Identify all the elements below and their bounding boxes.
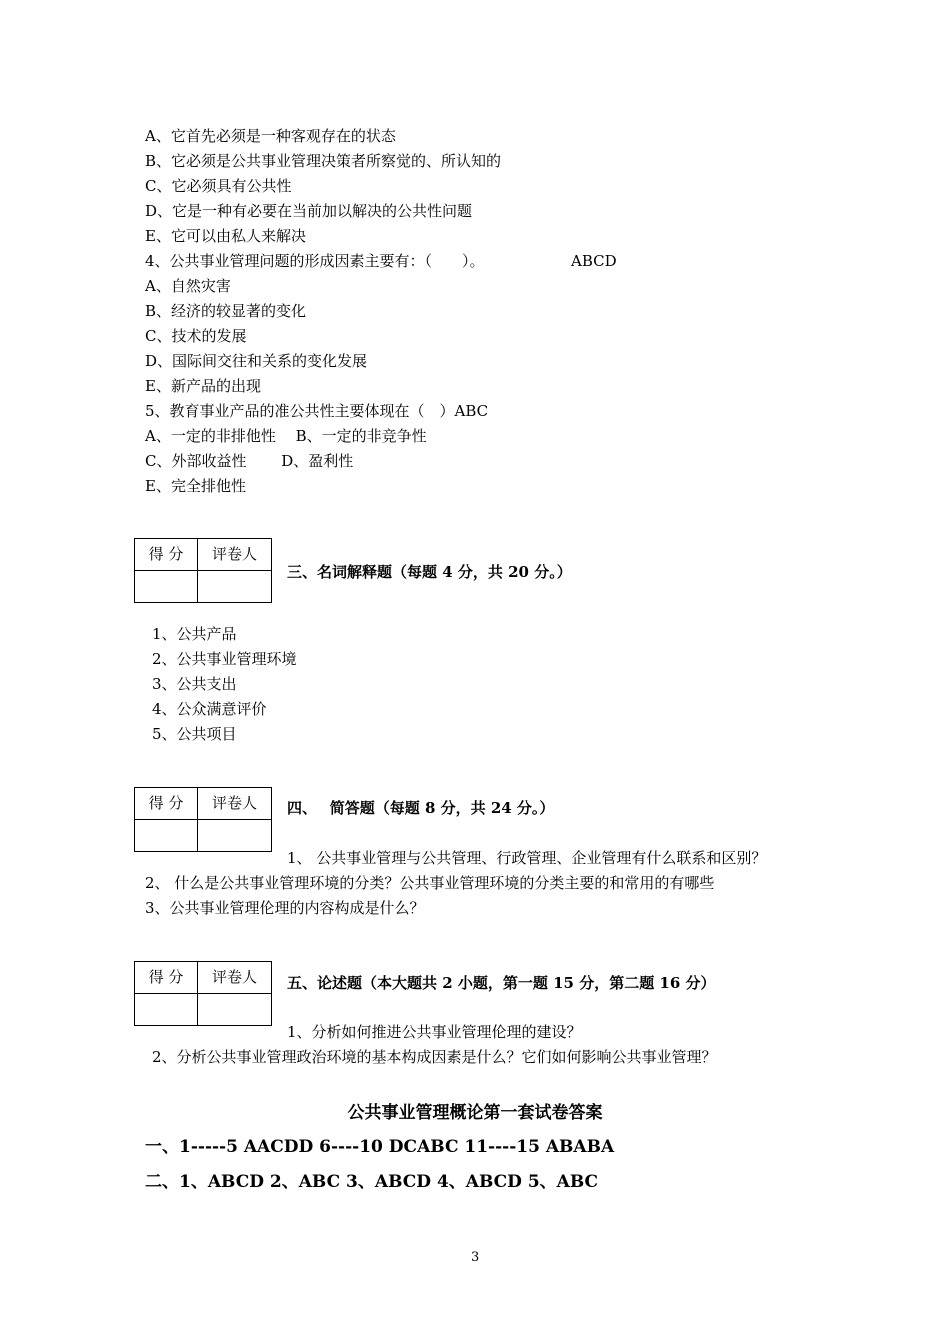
score-header: 得 分	[135, 962, 198, 994]
score-table-section5	[134, 961, 272, 1026]
section4-item-2: 2、 什么是公共事业管理环境的分类？公共事业管理环境的分类主要的和常用的有哪些	[145, 874, 715, 892]
q5-option-e: E、完全排他性	[145, 477, 246, 495]
page-number: 3	[471, 1250, 480, 1265]
q4-option-a: A、自然灾害	[145, 277, 231, 295]
grader-cell[interactable]	[198, 994, 272, 1026]
q4-stem: 4、公共事业管理问题的形成因素主要有：（ ）。	[145, 252, 485, 270]
q3-option-e: E、它可以由私人来解决	[145, 227, 306, 245]
q4-option-b: B、经济的较显著的变化	[145, 302, 307, 320]
section5-item-2: 2、分析公共事业管理政治环境的基本构成因素是什么？它们如何影响公共事业管理？	[152, 1048, 717, 1066]
section3-item-5: 5、公共项目	[152, 725, 237, 743]
q3-option-c: C、它必须具有公共性	[145, 177, 292, 195]
section5-item-1: 1、分析如何推进公共事业管理伦理的建设？	[287, 1023, 582, 1041]
answers-title: 公共事业管理概论第一套试卷答案	[347, 1103, 603, 1123]
q4-option-e: E、新产品的出现	[145, 377, 261, 395]
q5-stem: 5、教育事业产品的准公共性主要体现在（ ）ABC	[145, 402, 489, 420]
section3-title: 三、名词解释题（每题 4 分，共 20 分。）	[287, 563, 572, 581]
score-table-section4	[134, 787, 272, 852]
q3-option-d: D、它是一种有必要在当前加以解决的公共性问题	[145, 202, 473, 220]
section3-item-1: 1、公共产品	[152, 625, 237, 643]
score-cell[interactable]	[135, 571, 198, 603]
section3-item-3: 3、公共支出	[152, 675, 237, 693]
score-header: 得 分	[135, 788, 198, 820]
grader-header: 评卷人	[198, 962, 272, 994]
section3-item-4: 4、公众满意评价	[152, 700, 267, 718]
answers-line-2: 二、1、ABCD 2、ABC 3、ABCD 4、ABCD 5、ABC	[145, 1172, 599, 1192]
section5-title: 五、论述题（本大题共 2 小题，第一题 15 分，第二题 16 分）	[287, 974, 716, 992]
section4-item-3: 3、公共事业管理伦理的内容构成是什么？	[145, 899, 425, 917]
q4-option-c: C、技术的发展	[145, 327, 247, 345]
answers-line-1: 一、1-----5 AACDD 6----10 DCABC 11----15 ABABA	[145, 1137, 615, 1157]
q5-option-ab: A、一定的非排他性 B、一定的非竞争性	[145, 427, 427, 445]
q4-answer: ABCD	[571, 252, 617, 270]
grader-header: 评卷人	[198, 788, 272, 820]
score-table-section3	[134, 538, 272, 603]
section4-item-1: 1、 公共事业管理与公共管理、行政管理、企业管理有什么联系和区别？	[287, 849, 767, 867]
section4-title: 四、 简答题（每题 8 分，共 24 分。）	[287, 799, 555, 817]
score-header: 得 分	[135, 539, 198, 571]
grader-cell[interactable]	[198, 571, 272, 603]
score-cell[interactable]	[135, 820, 198, 852]
score-cell[interactable]	[135, 994, 198, 1026]
section3-item-2: 2、公共事业管理环境	[152, 650, 297, 668]
grader-cell[interactable]	[198, 820, 272, 852]
q3-option-a: A、它首先必须是一种客观存在的状态	[145, 127, 396, 145]
q4-option-d: D、国际间交往和关系的变化发展	[145, 352, 368, 370]
q5-option-cd: C、外部收益性 D、盈利性	[145, 452, 354, 470]
q3-option-b: B、它必须是公共事业管理决策者所察觉的、所认知的	[145, 152, 502, 170]
grader-header: 评卷人	[198, 539, 272, 571]
